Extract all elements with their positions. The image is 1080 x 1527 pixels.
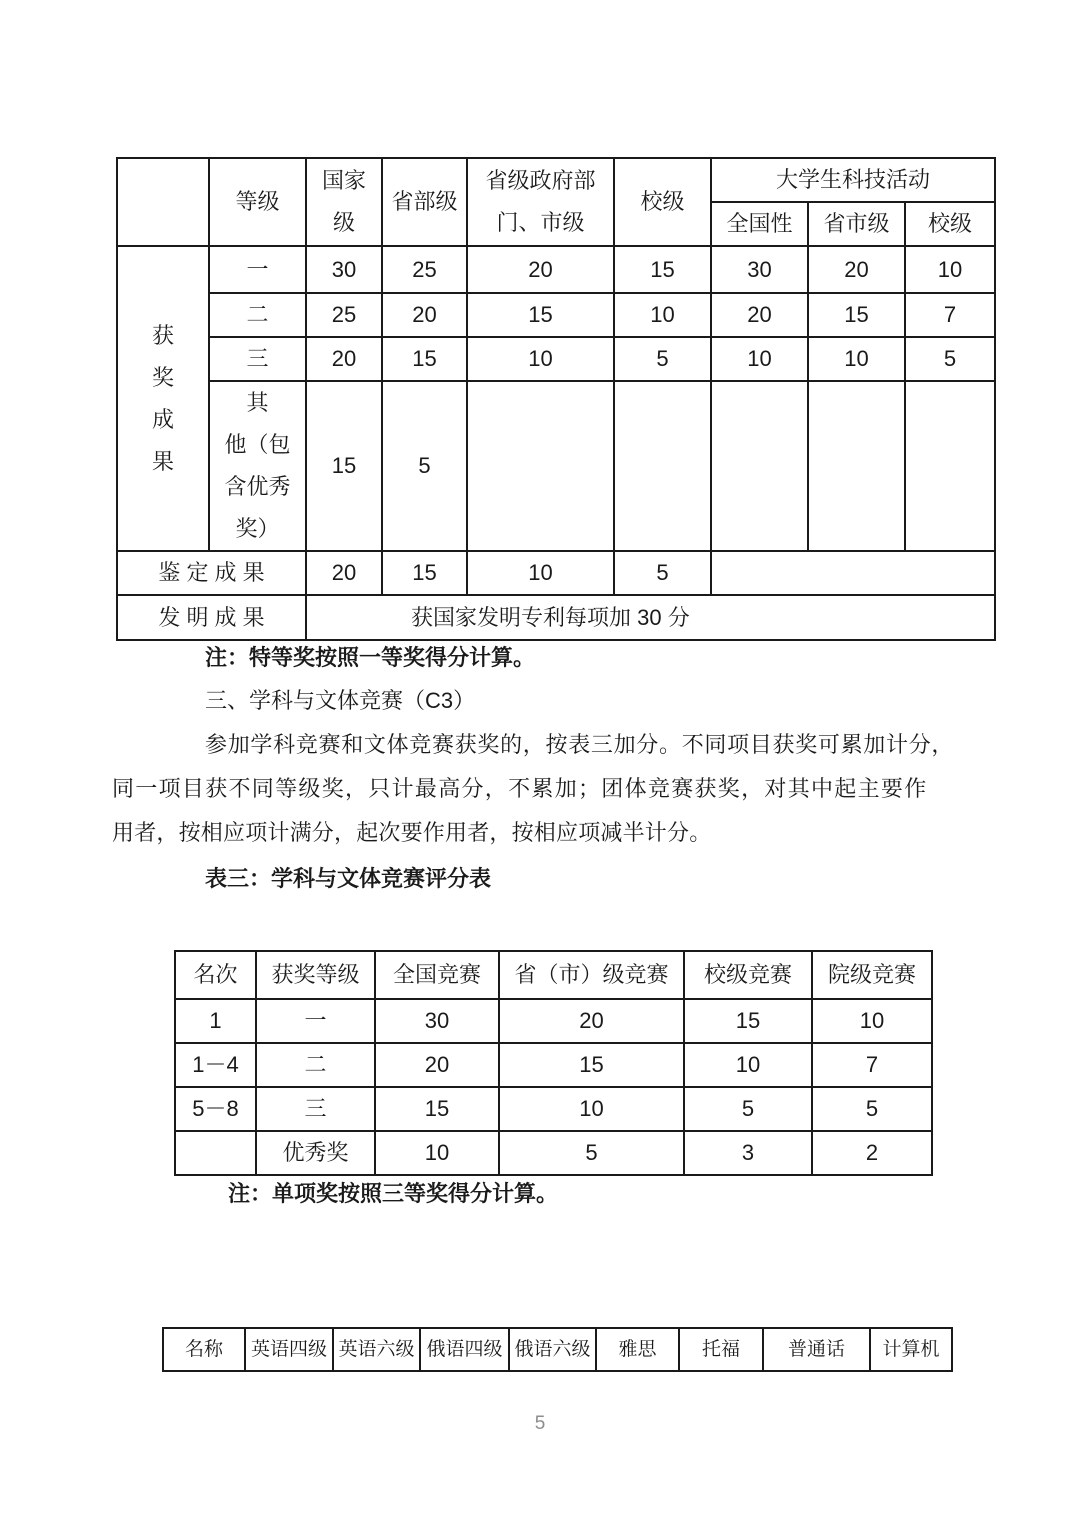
- score-cell: 30: [711, 246, 808, 293]
- page-number: 5: [534, 1413, 546, 1434]
- section-heading: 三、学科与文体竞赛（C3）: [205, 688, 476, 713]
- score-cell: 25: [306, 293, 382, 337]
- score-cell: 10: [467, 337, 614, 381]
- rank-cell: [175, 1131, 256, 1175]
- competition-score-table: [174, 950, 933, 1176]
- score-cell: 15: [382, 337, 467, 381]
- score-cell: [711, 381, 808, 551]
- header-russian6: 俄语六级: [509, 1328, 596, 1371]
- header-national-level: 国家 级: [306, 158, 382, 246]
- row-label-appraisal-achievements: 鉴 定 成 果: [117, 551, 306, 595]
- rank-cell: 1－4: [175, 1043, 256, 1087]
- rank-cell: 1: [175, 999, 256, 1043]
- score-cell: 10: [375, 1131, 499, 1175]
- rank-cell: 5－8: [175, 1087, 256, 1131]
- table-row: [175, 1043, 932, 1087]
- header-school-competition: 校级竞赛: [684, 951, 812, 999]
- score-cell: 10: [905, 246, 995, 293]
- header-grade: 等级: [209, 158, 306, 246]
- score-cell: 20: [306, 337, 382, 381]
- score-cell: 5: [905, 337, 995, 381]
- score-cell: 5: [382, 381, 467, 551]
- score-cell: 7: [812, 1043, 932, 1087]
- header-school: 校级: [905, 202, 995, 246]
- score-cell: 5: [812, 1087, 932, 1131]
- certificate-table: [162, 1327, 953, 1372]
- score-cell: 10: [467, 551, 614, 595]
- header-toefl: 托福: [679, 1328, 763, 1371]
- grade-cell: 三: [256, 1087, 375, 1131]
- corner-cell: [117, 158, 209, 246]
- header-ielts: 雅思: [596, 1328, 679, 1371]
- table-row: [117, 337, 995, 381]
- score-cell: 2: [812, 1131, 932, 1175]
- score-cell: 5: [684, 1087, 812, 1131]
- row-label-award-achievements: 获 奖 成 果: [117, 246, 209, 551]
- header-provincial-competition: 省（市）级竞赛: [499, 951, 684, 999]
- table-row: [175, 999, 932, 1043]
- score-cell: 5: [614, 337, 711, 381]
- score-cell: [905, 381, 995, 551]
- score-cell: 20: [711, 293, 808, 337]
- score-cell: 10: [808, 337, 905, 381]
- table-row: [117, 293, 995, 337]
- empty-cell: [711, 551, 995, 595]
- note-special-award: 注：特等奖按照一等奖得分计算。: [205, 645, 536, 670]
- score-cell: 15: [375, 1087, 499, 1131]
- score-cell: 10: [499, 1087, 684, 1131]
- score-cell: 15: [467, 293, 614, 337]
- header-student-sci-tech-group: 大学生科技活动: [711, 158, 995, 202]
- paragraph-line: 用者，按相应项计满分，起次要作用者，按相应项减半计分。: [112, 820, 712, 845]
- score-cell: 15: [499, 1043, 684, 1087]
- table-row: [175, 1087, 932, 1131]
- score-cell: 10: [711, 337, 808, 381]
- header-provincial-ministerial: 省部级: [382, 158, 467, 246]
- header-cet4: 英语四级: [245, 1328, 333, 1371]
- score-cell: 15: [614, 246, 711, 293]
- score-cell: 30: [375, 999, 499, 1043]
- score-cell: 30: [306, 246, 382, 293]
- score-cell: 15: [684, 999, 812, 1043]
- table-row: [117, 381, 995, 551]
- header-name: 名称: [163, 1328, 245, 1371]
- table-header-row: [163, 1328, 952, 1371]
- score-cell: 5: [614, 551, 711, 595]
- score-cell: 20: [467, 246, 614, 293]
- table-row: [117, 595, 995, 640]
- header-award-grade: 获奖等级: [256, 951, 375, 999]
- score-cell: 15: [306, 381, 382, 551]
- score-cell: 10: [614, 293, 711, 337]
- grade-cell: 二: [209, 293, 306, 337]
- note-single-award: 注：单项奖按照三等奖得分计算。: [228, 1181, 559, 1206]
- table3-title: 表三：学科与文体竞赛评分表: [205, 866, 492, 891]
- grade-cell: 一: [209, 246, 306, 293]
- header-nationwide: 全国性: [711, 202, 808, 246]
- paragraph-line: 同一项目获不同等级奖，只计最高分，不累加；团体竞赛获奖，对其中起主要作: [112, 776, 928, 801]
- grade-cell: 一: [256, 999, 375, 1043]
- score-cell: 10: [812, 999, 932, 1043]
- header-college-competition: 院级竞赛: [812, 951, 932, 999]
- table-header-row: [175, 951, 932, 999]
- grade-cell: 三: [209, 337, 306, 381]
- score-cell: [808, 381, 905, 551]
- table-row: [117, 551, 995, 595]
- score-cell: 20: [499, 999, 684, 1043]
- score-cell: 20: [306, 551, 382, 595]
- table-row: [175, 1131, 932, 1175]
- score-cell: 20: [375, 1043, 499, 1087]
- invention-rule-cell: 获国家发明专利每项加 30 分: [306, 595, 995, 640]
- header-school-level: 校级: [614, 158, 711, 246]
- row-label-invention-achievements: 发 明 成 果: [117, 595, 306, 640]
- grade-cell-other: 其 他（包 含优秀 奖）: [209, 381, 306, 551]
- score-cell: 10: [684, 1043, 812, 1087]
- header-putonghua: 普通话: [763, 1328, 870, 1371]
- table-row: [117, 246, 995, 293]
- header-cet6: 英语六级: [333, 1328, 420, 1371]
- grade-cell: 优秀奖: [256, 1131, 375, 1175]
- score-cell: [614, 381, 711, 551]
- header-rank: 名次: [175, 951, 256, 999]
- grade-cell: 二: [256, 1043, 375, 1087]
- award-score-table: [116, 157, 996, 641]
- header-russian4: 俄语四级: [420, 1328, 509, 1371]
- score-cell: 15: [382, 551, 467, 595]
- score-cell: 20: [382, 293, 467, 337]
- score-cell: 20: [808, 246, 905, 293]
- score-cell: [467, 381, 614, 551]
- header-computer: 计算机: [870, 1328, 952, 1371]
- score-cell: 3: [684, 1131, 812, 1175]
- header-national-competition: 全国竞赛: [375, 951, 499, 999]
- header-provincial-gov-city: 省级政府部 门、市级: [467, 158, 614, 246]
- score-cell: 25: [382, 246, 467, 293]
- paragraph-line: 参加学科竞赛和文体竞赛获奖的，按表三加分。不同项目获奖可累加计分，: [205, 732, 955, 757]
- score-cell: 7: [905, 293, 995, 337]
- score-cell: 5: [499, 1131, 684, 1175]
- header-province-city: 省市级: [808, 202, 905, 246]
- score-cell: 15: [808, 293, 905, 337]
